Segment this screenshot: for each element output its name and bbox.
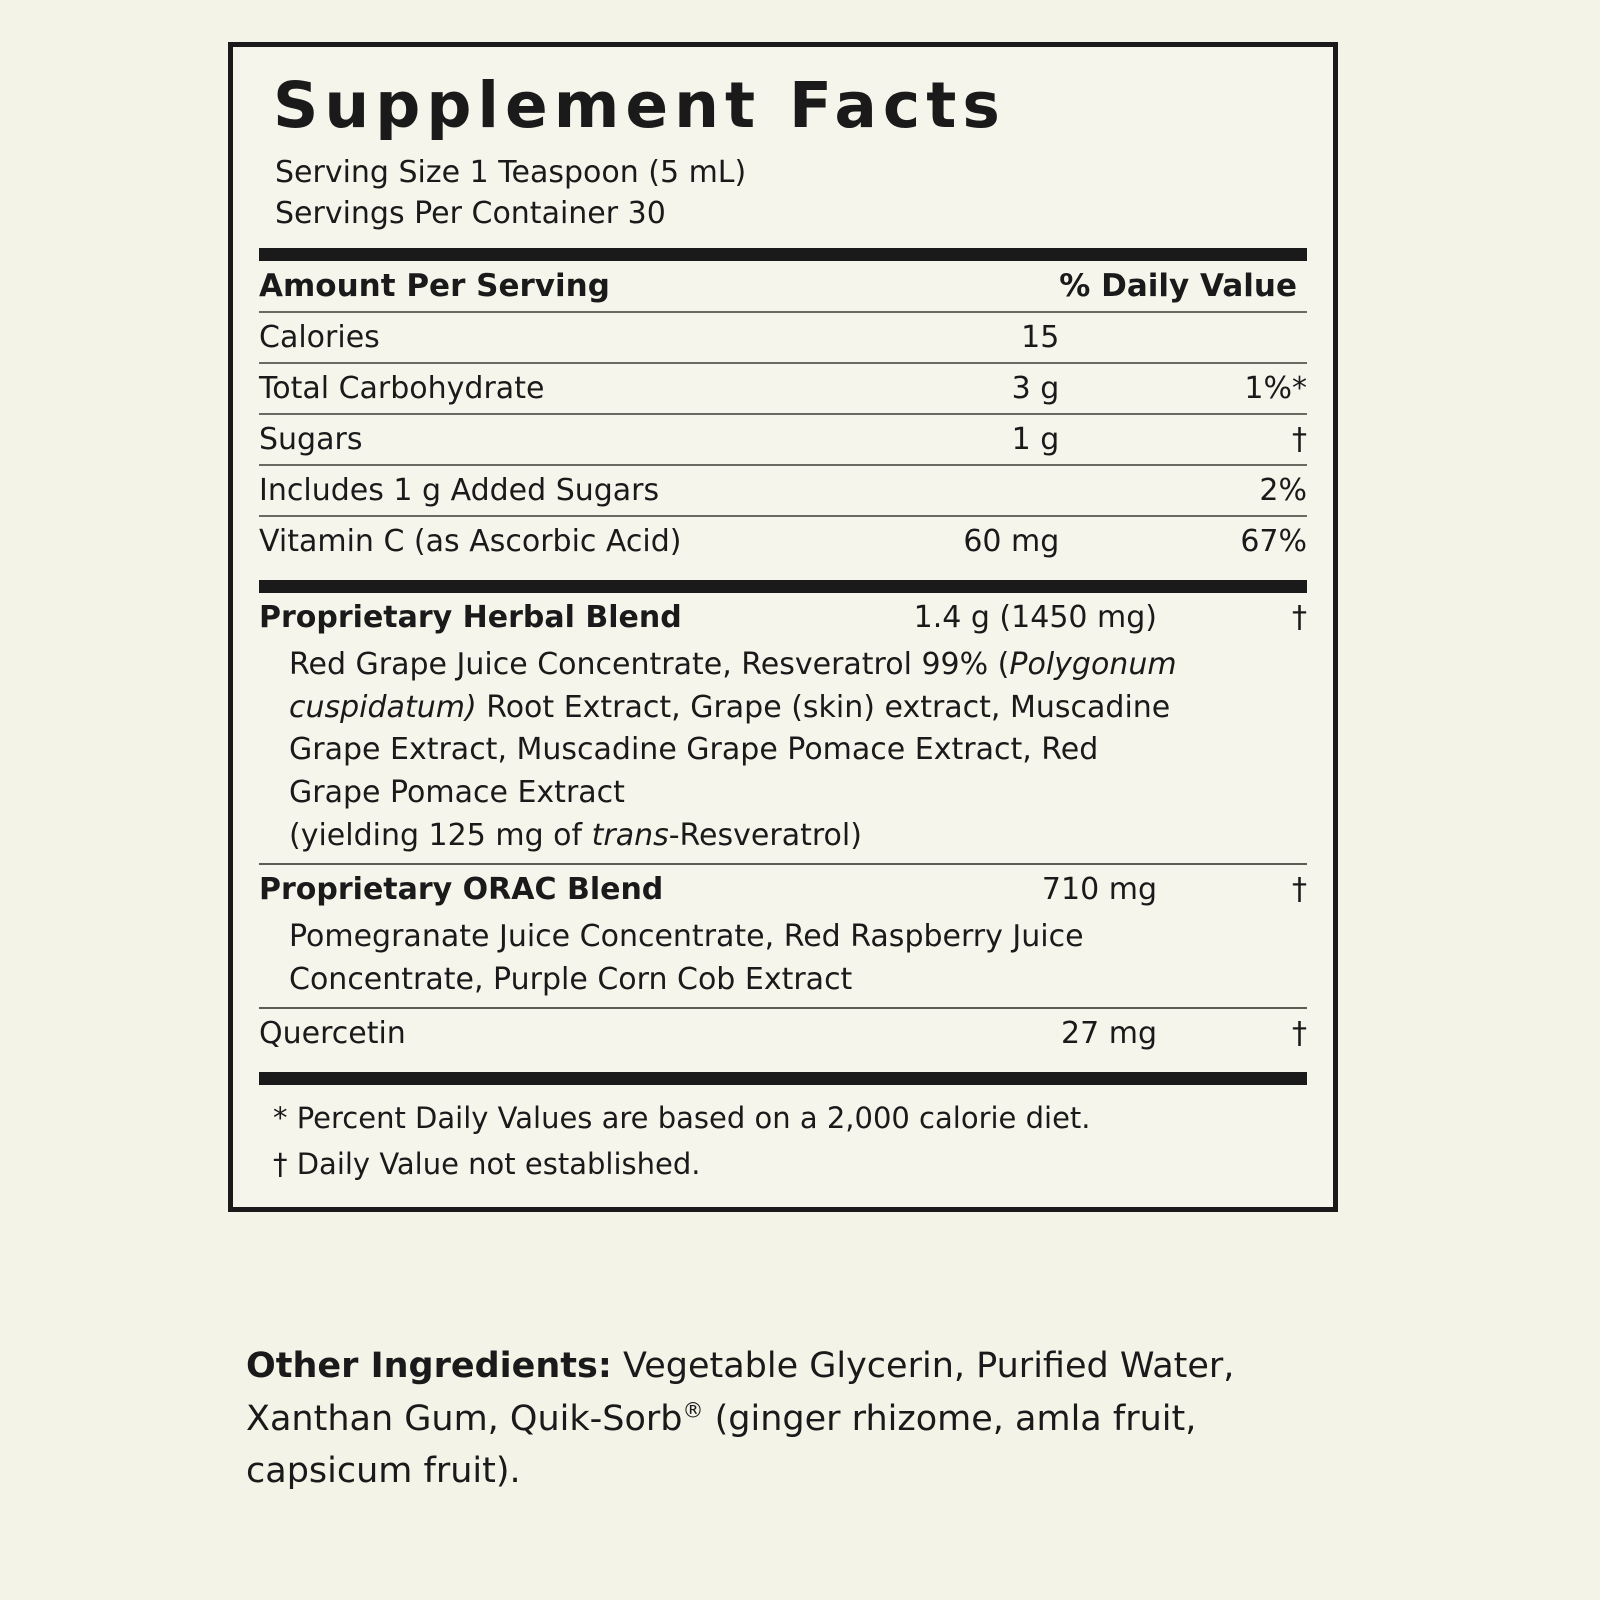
- other-ingredients-label: Other Ingredients:: [246, 1346, 612, 1386]
- footnote-dagger: † Daily Value not established.: [273, 1147, 701, 1182]
- row-name-total-carbohydrate: Total Carbohydrate: [259, 363, 911, 414]
- page-title: Supplement Facts: [273, 69, 1006, 142]
- row-dv-sugars: †: [1059, 414, 1307, 465]
- table-row: [259, 516, 1307, 566]
- row-amount-sugars: 1 g: [911, 414, 1059, 465]
- row-amount-herbal-blend: 1.4 g (1450 mg): [913, 600, 1157, 636]
- other-ingredients-text-1: Vegetable Glycerin, Purified Water, Xanthan Gum, Quik-Sorb: [246, 1346, 1235, 1439]
- serving-size: Serving Size 1 Teaspoon (5 mL): [275, 155, 747, 191]
- herbal-desc-italic-latin: Polygonum cuspidatum): [289, 647, 1177, 725]
- row-name-herbal-blend: Proprietary Herbal Blend: [259, 600, 682, 636]
- row-name-added-sugars: Includes 1 g Added Sugars: [259, 465, 911, 516]
- row-dv-total-carbohydrate: 1%*: [1059, 363, 1307, 414]
- other-ingredients: [246, 1340, 1306, 1498]
- table-row: [259, 363, 1307, 414]
- quercetin-table: [259, 1009, 1307, 1058]
- row-amount-vitamin-c: 60 mg: [963, 524, 1060, 560]
- divider-thick-top: [259, 248, 1307, 261]
- blend-table-herbal: [259, 593, 1307, 642]
- row-name-calories: Calories: [259, 312, 911, 363]
- herbal-desc-yield-italic: trans: [591, 817, 669, 853]
- row-amount-quercetin: 27 mg: [1061, 1016, 1157, 1052]
- servings-per-container: Servings Per Container 30: [275, 195, 666, 231]
- footnote-daily-values: * Percent Daily Values are based on a 2,000 calorie diet.: [273, 1101, 1091, 1136]
- orac-blend-description: Pomegranate Juice Concentrate, Red Raspberry Juice Concentrate, Purple Corn Cob Extract: [289, 919, 1084, 997]
- header-daily-value: % Daily Value: [1059, 261, 1307, 312]
- header-amount-spacer: [911, 261, 1059, 312]
- table-row: [259, 865, 1307, 914]
- row-dv-herbal-blend: †: [1292, 600, 1307, 636]
- blend-table-orac: [259, 865, 1307, 914]
- row-dv-vitamin-c: 67%: [1240, 524, 1307, 560]
- row-dv-quercetin: †: [1292, 1016, 1307, 1052]
- row-name-sugars: Sugars: [259, 414, 911, 465]
- table-header-row: [259, 261, 1307, 312]
- supplement-facts-panel: [228, 42, 1338, 1212]
- row-amount-added-sugars: [911, 465, 1059, 516]
- herbal-desc-part-2: Root Extract, Grape (skin) extract, Muscadine Grape Extract, Muscadine Grape Pomace Extract, Red Grape Pomace Extract: [289, 689, 1171, 810]
- facts-table: [259, 261, 1307, 566]
- herbal-blend-description: [259, 642, 1189, 863]
- row-amount-total-carbohydrate: 3 g: [911, 363, 1059, 414]
- row-name-orac-blend: Proprietary ORAC Blend: [259, 872, 664, 908]
- row-dv-added-sugars: 2%: [1059, 465, 1307, 516]
- table-row: [259, 312, 1307, 363]
- table-row: [259, 593, 1307, 642]
- row-dv-orac-blend: †: [1292, 872, 1307, 908]
- herbal-desc-yield-part-2: -Resveratrol): [668, 817, 862, 853]
- row-dv-calories: [1059, 312, 1307, 363]
- table-row: [259, 414, 1307, 465]
- table-row: [259, 465, 1307, 516]
- other-ingredients-text-2: (ginger rhizome, amla fruit, capsicum fruit).: [246, 1398, 1197, 1491]
- row-name-vitamin-c: Vitamin C (as Ascorbic Acid): [259, 524, 682, 560]
- registered-trademark-icon: ®: [682, 1397, 704, 1422]
- table-row: [259, 1009, 1307, 1058]
- row-name-quercetin: Quercetin: [259, 1016, 406, 1052]
- row-amount-calories: 15: [911, 312, 1059, 363]
- herbal-desc-part-1: Red Grape Juice Concentrate, Resveratrol 99% (: [289, 647, 1010, 683]
- herbal-desc-yield-part-1: (yielding 125 mg of: [289, 817, 592, 853]
- divider-thick-middle: [259, 580, 1307, 593]
- header-amount-per-serving: Amount Per Serving: [259, 261, 911, 312]
- row-amount-orac-blend: 710 mg: [1041, 872, 1157, 908]
- divider-thick-bottom: [259, 1072, 1307, 1085]
